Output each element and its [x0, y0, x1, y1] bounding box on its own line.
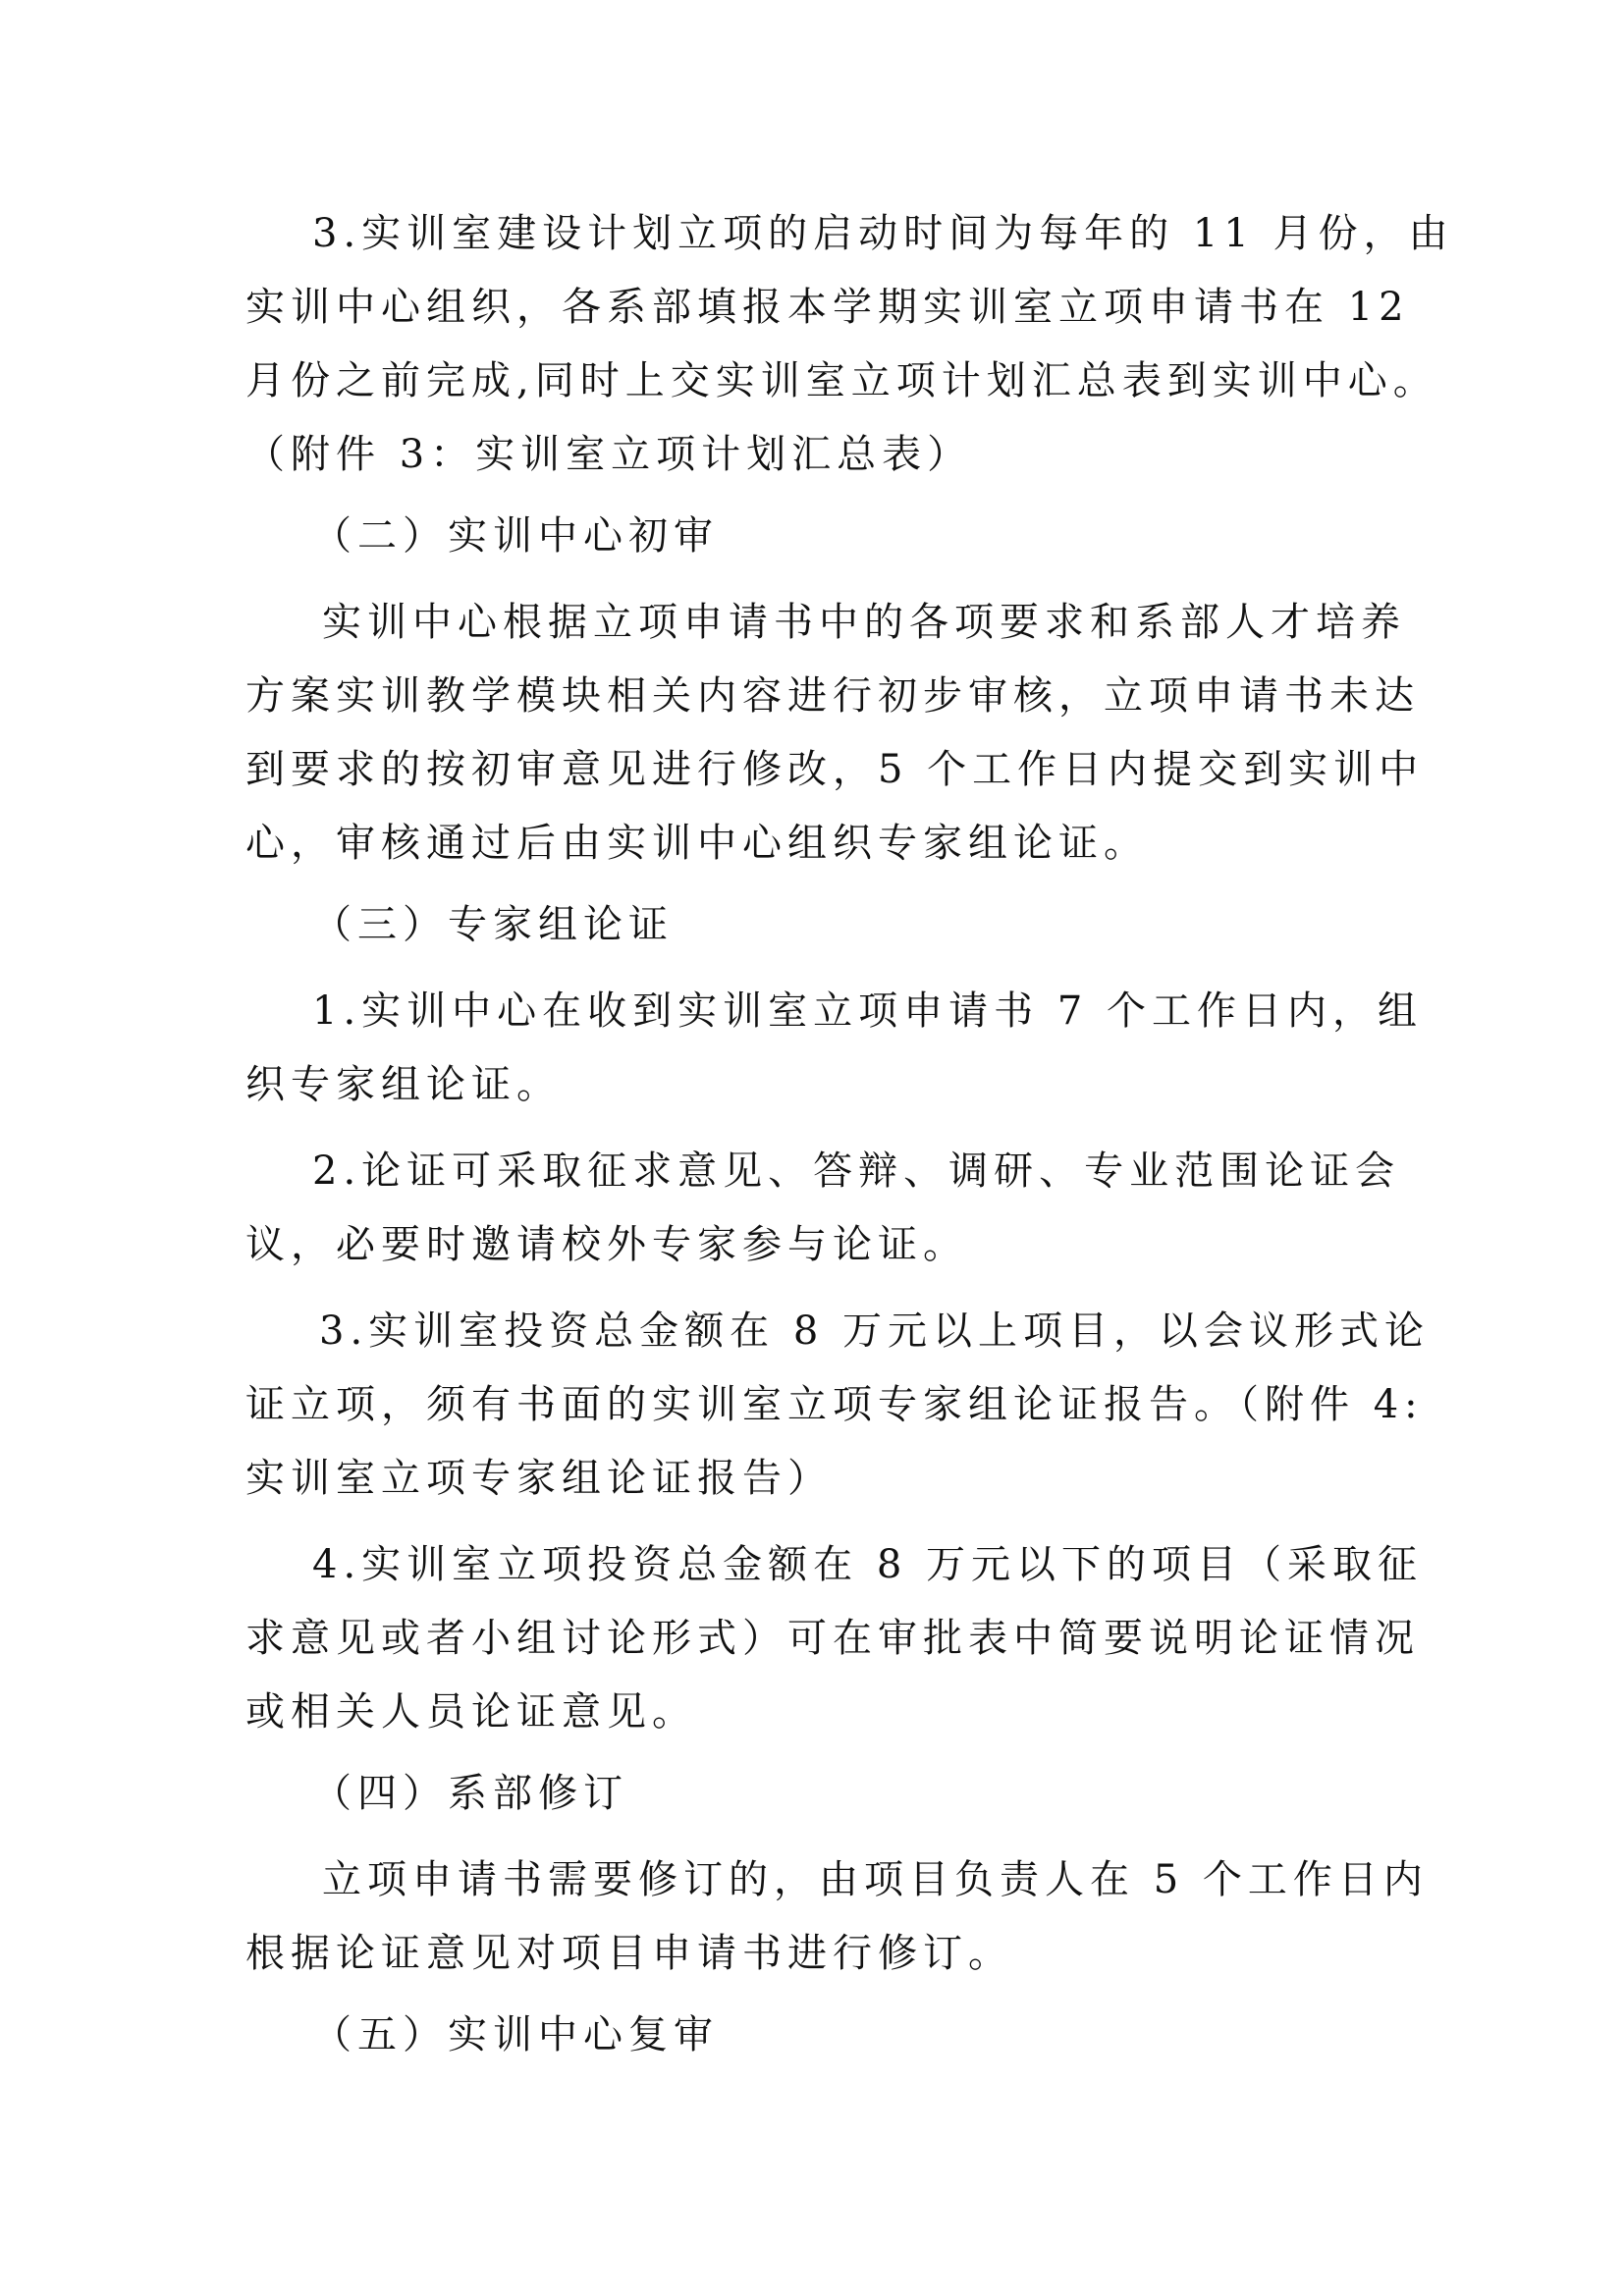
- text-line: 3.实训室建设计划立项的启动时间为每年的 11 月份，由: [312, 211, 1454, 256]
- text-line: 4.实训室立项投资总金额在 8 万元以下的项目（采取征: [312, 1542, 1424, 1587]
- text-line: 心，审核通过后由实训中心组织专家组论证。: [245, 821, 1149, 866]
- text-line: 到要求的按初审意见进行修改，5 个工作日内提交到实训中: [245, 747, 1425, 792]
- text-line: 求意见或者小组讨论形式）可在审批表中简要说明论证情况: [245, 1616, 1420, 1661]
- text-line: 3.实训室投资总金额在 8 万元以上项目，以会议形式论: [319, 1308, 1431, 1354]
- text-line: 月份之前完成,同时上交实训室立项计划汇总表到实训中心。: [245, 358, 1438, 403]
- text-line: 2.论证可采取征求意见、答辩、调研、专业范围论证会: [312, 1148, 1401, 1194]
- text-line: 方案实训教学模块相关内容进行初步审核，立项申请书未达: [245, 673, 1420, 719]
- text-line: 1.实训中心在收到实训室立项申请书 7 个工作日内，组: [312, 988, 1424, 1034]
- heading-line: （四）系部修订: [312, 1771, 628, 1816]
- text-line: （附件 3：实训室立项计划汇总表）: [245, 432, 973, 477]
- text-line: 织专家组论证。: [245, 1062, 562, 1107]
- text-line: 实训中心根据立项申请书中的各项要求和系部人才培养: [322, 600, 1406, 645]
- heading-line: （二）实训中心初审: [312, 513, 719, 559]
- heading-line: （三）专家组论证: [312, 902, 674, 947]
- text-line: 或相关人员论证意见。: [245, 1689, 697, 1735]
- text-line: 实训室立项专家组论证报告）: [245, 1456, 833, 1501]
- text-line: 根据论证意见对项目申请书进行修订。: [245, 1931, 1013, 1976]
- text-line: 立项申请书需要修订的，由项目负责人在 5 个工作日内: [322, 1857, 1429, 1902]
- text-line: 证立项，须有书面的实训室立项专家组论证报告。（附件 4:: [245, 1382, 1424, 1427]
- text-line: 实训中心组织，各系部填报本学期实训室立项申请书在 12: [245, 285, 1410, 330]
- heading-line: （五）实训中心复审: [312, 2012, 719, 2057]
- text-line: 议，必要时邀请校外专家参与论证。: [245, 1222, 968, 1267]
